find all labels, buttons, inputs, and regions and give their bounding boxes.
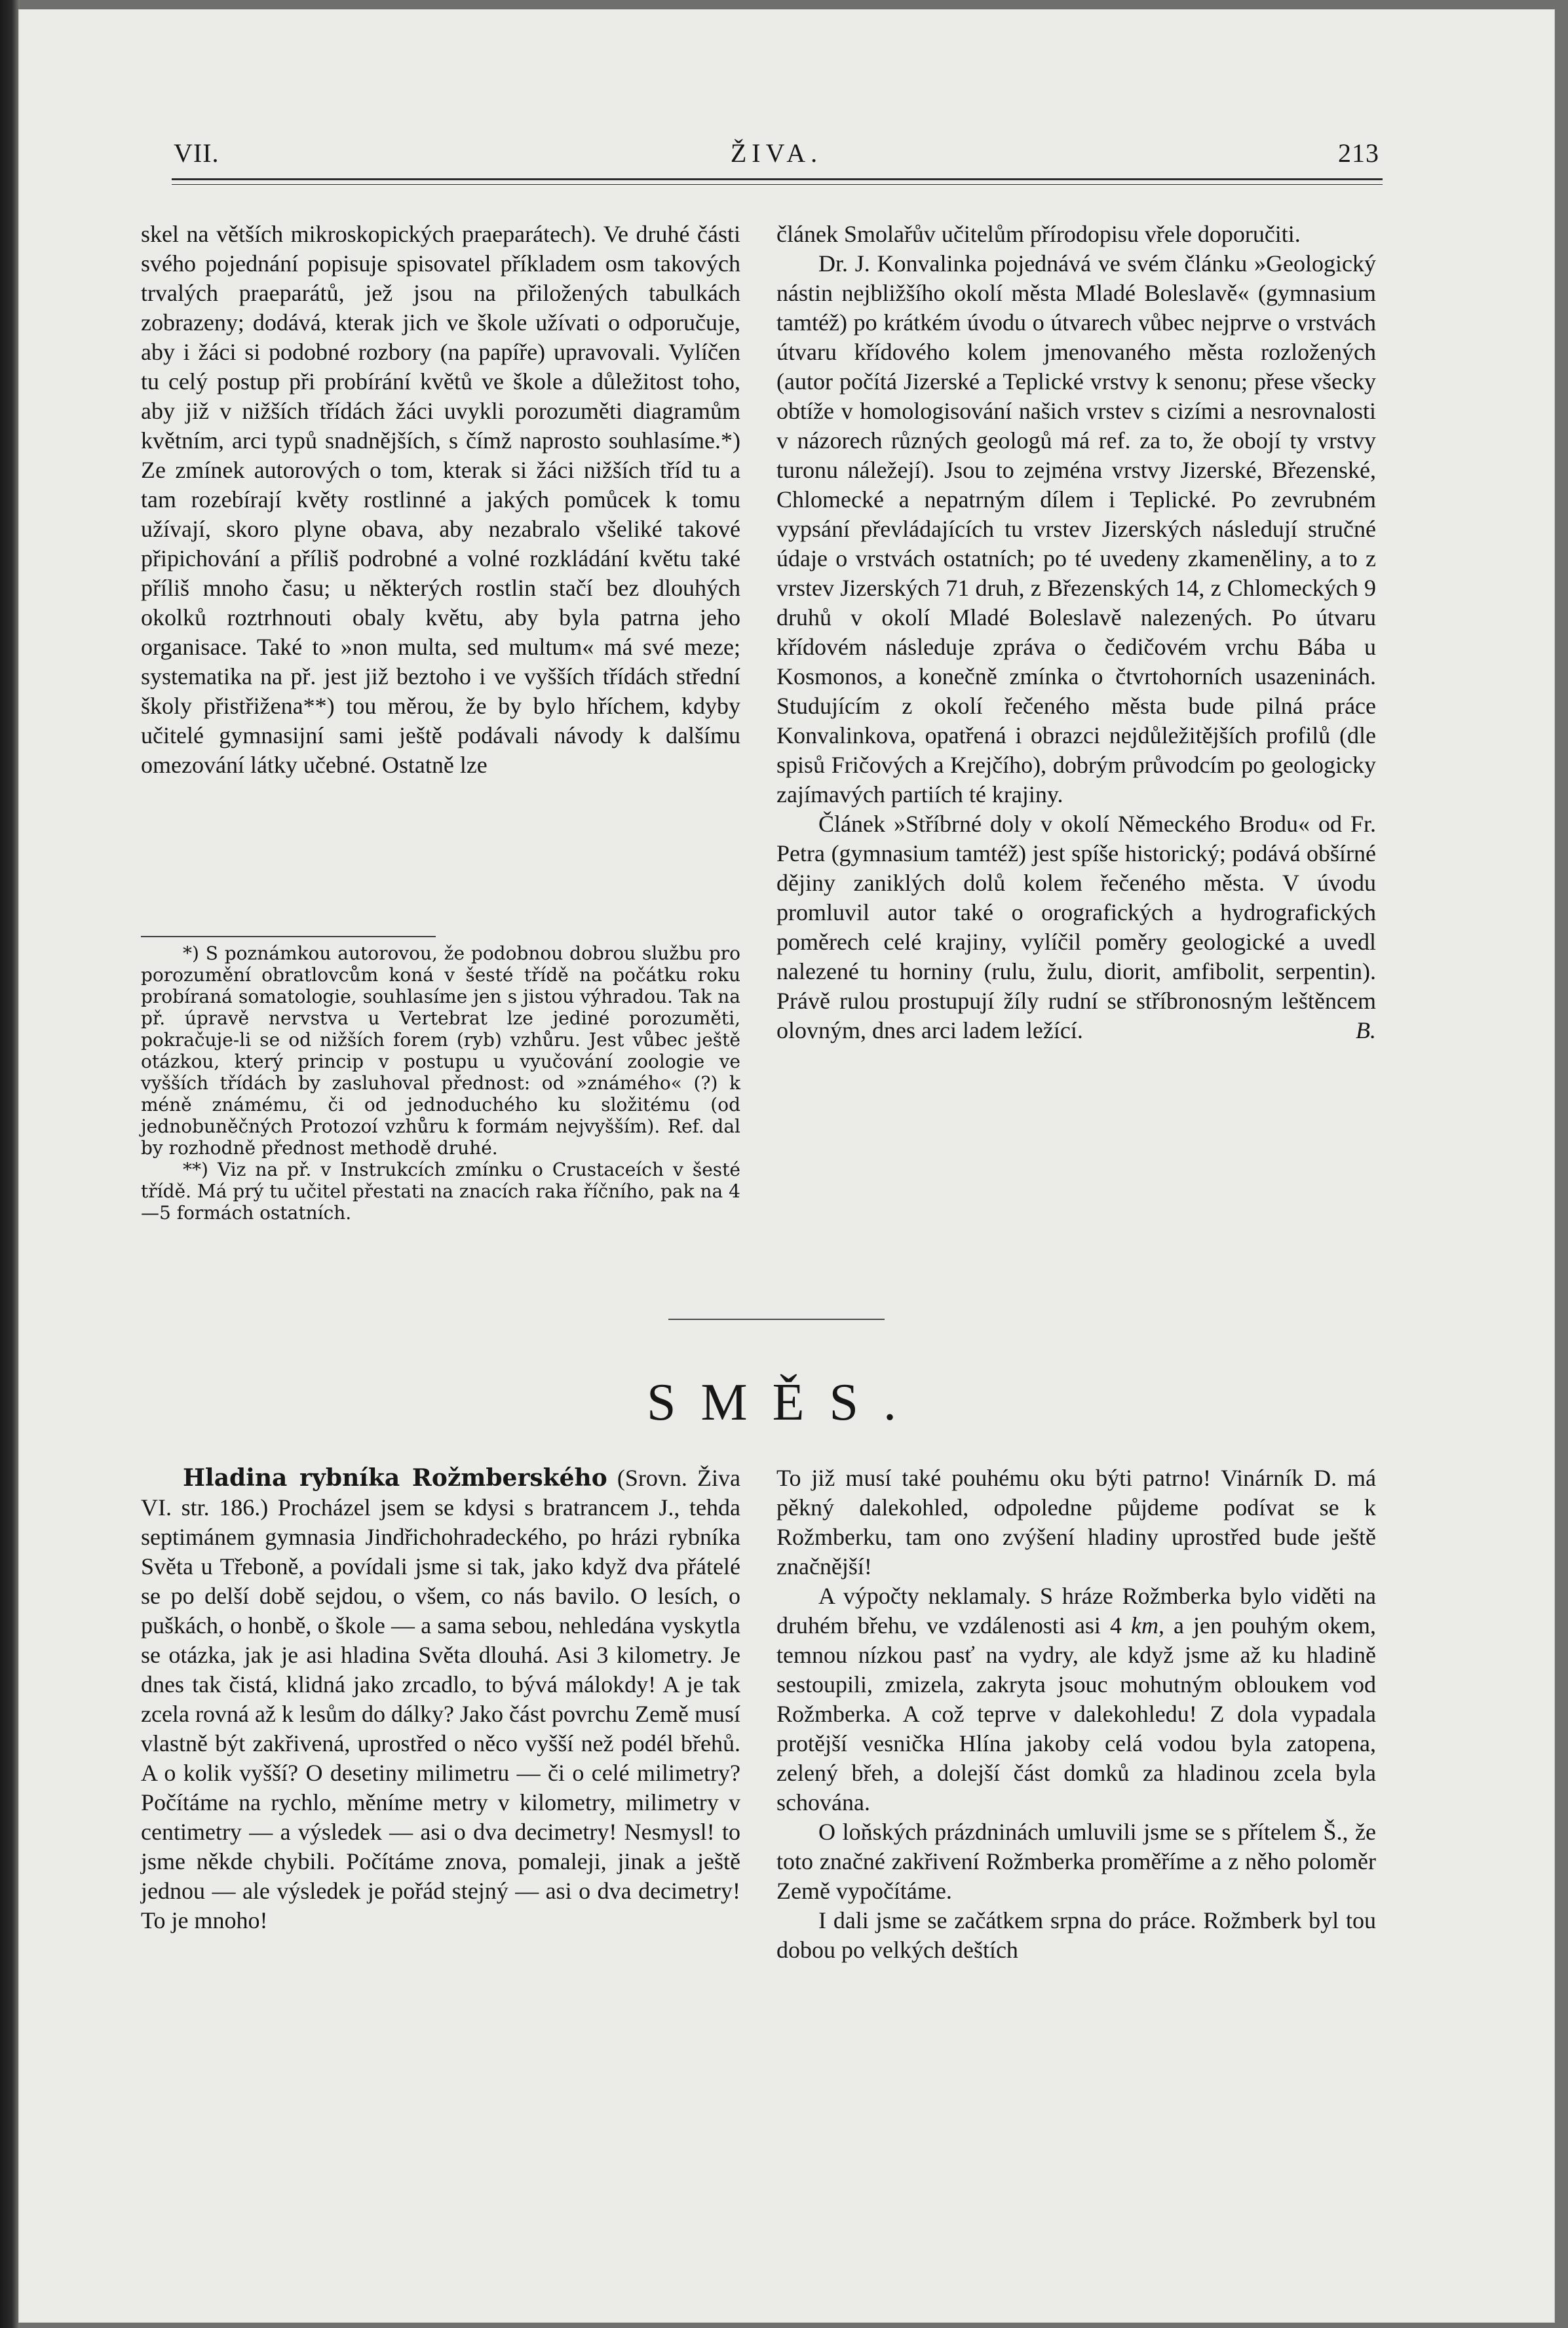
review-paragraph-petr xyxy=(776,809,1376,1045)
article-heading-reference: (Srovn. Živa VI. str. 186.) xyxy=(141,1465,740,1521)
article-text-3a: A výpočty neklamaly. S hráze Rožmberka bylo viděti na druhém břehu, ve vzdálenosti asi 4 xyxy=(776,1583,1376,1639)
footnote-1: *) S poznámkou autorovou, že podobnou dobrou službu pro porozumění obratlovcům koná v šesté třídě na počátku roku probíraná somatologie, souhlasíme jen s jistou výhradou. Tak na př. úpravě nervstva u Vertebrat lze jediné porozuměti, pokračuje-li se od nižších forem (ryb) vzhůru. Jest vůbec ještě otázkou, který princip v postupu u vyučování zoologie ve vyšších třídách by zasluhoval přednost: od »známého« (?) k méně známému, či od jednoduchého ku složitému (od jednobuněčných Protozoí vzhůru k formám nejvyšším). Ref. dal by rozhodně přednost methodě druhé. xyxy=(141,942,740,1159)
review-paragraph-konvalinka: Dr. J. Konvalinka pojednává ve svém článku »Geologický nástin nejbližšího okolí města Mladé Boleslavě« (gymnasium tamtéž) po krátkém úvodu o útvarech vůbec nejprve o vrstvách útvaru křídového kolem jmenovaného města rozložených (autor počítá Jizerské a Teplické vrstvy k senonu; přese všecky obtíže v homologisování našich vrstev s cizími a nesrovnalosti v názorech různých geologů má ref. za to, že obojí ty vrstvy turonu náležejí). Jsou to zejména vrstvy Jizerské, Březenské, Chlomecké a nepatrným dílem i Teplické. Po zevrubném vypsání převládajících tu vrstev Jizerských následují stručné údaje o vrstvách ostatních; po té uvedeny zkameněliny, a to z vrstev Jizerských 71 druh, z Březenských 14, z Chlomeckých 9 druhů v okolí Mladé Boleslavě nalezených. Po útvaru křídovém následuje zpráva o čedičovém vrchu Bába u Kosmonos, a konečně zmínka o čtvrtohorních usazeninách. Studujícím z okolí řečeného města bude pilná práce Konvalinkova, opatřená i obrazci nejdůležitějších profilů (dle spisů Fričových a Krejčího), dobrým průvodcím po geologicky zajímavých partiích té krajiny. xyxy=(776,250,1376,807)
running-head xyxy=(174,131,1379,170)
right-column-bottom xyxy=(776,1464,1376,1965)
review-text-petr: Článek »Stříbrné doly v okolí Německého Brodu« od Fr. Petra (gymnasium tamtéž) jest spíše historický; podává obšírné dějiny zaniklých dolů kolem řečeného města. V úvodu promluvil autor také o orografických a hydrografických poměrech celé krajiny, vylíčil poměry geologické a uvedl nalezené tu horniny (rulu, žulu, diorit, amfibolit, serpentin). Právě rulou prostupují žíly rudní se stříbronosným leštěncem olovným, dnes arci ladem ležící. xyxy=(776,811,1376,1043)
article-paragraph-4: O loňských prázdninách umluvili jsme se s přítelem Š., že toto značné zakřivení Rožmberka proměříme a z něho poloměr Země vypočítáme. xyxy=(776,1819,1376,1904)
volume-number: VII. xyxy=(174,138,220,168)
review-paragraph: skel na větších mikroskopických praeparátech). Ve druhé části svého pojednání popisuje spisovatel příkladem osm takových trvalých praeparátů, jež jsou na přiložených tabulkách zobrazeny; dodává, kterak jich ve škole užívati o odporučuje, aby i žáci si podobné rozbory (na papíře) upravovali. Vylíčen tu celý postup při probírání květů ve škole a důležitost toho, aby již v nižších třídách žáci uvykli porozuměti diagramům květním, arci typů snadnějších, s čímž naprosto souhlasíme.*) Ze zmínek autorových o tom, kterak si žáci nižších tříd tu a tam rozebírají květy rostlinné a jakých pomůcek k tomu užívají, skoro plyne obava, aby nezabralo všeliké takové připichování a příliš podrobné a volné rozkládání květu také příliš mnoho času; u některých rostlin stačí bez dlouhých okolků roztrhnouti obaly květu, aby byla patrna jeho organisace. Také to »non multa, sed multum« má své meze; systematika na př. jest již beztoho i ve vyšších třídách střední školy přistřižena**) tou měrou, že by bylo hříchem, kdyby učitelé gymnasijní sami ještě podávali návody k dalšímu omezování látky učebné. Ostatně lze xyxy=(141,221,740,778)
reviewer-signature: B. xyxy=(1356,1017,1376,1043)
footnote-2: **) Viz na př. v Instrukcích zmínku o Crustaceích v šesté třídě. Má prý tu učitel přestati na znacích raka říčního, pak na 4—5 formách ostatních. xyxy=(141,1159,740,1224)
page-number: 213 xyxy=(1338,138,1379,168)
article-paragraph-2: To již musí také pouhému oku býti patrno! Vinárník D. má pěkný dalekohled, odpoledne půjdeme podívat se k Rožmberku, tam ono zvýšení hladiny uprostřed bude ještě značnější! xyxy=(776,1465,1376,1580)
distance-unit: km, xyxy=(1130,1612,1164,1639)
footnotes xyxy=(141,942,740,1224)
article-paragraph-5: I dali jsme se začátkem srpna do práce. Rožmberk byl tou dobou po velkých deštích xyxy=(776,1907,1376,1963)
section-title: SMĚS. xyxy=(647,1374,921,1431)
review-paragraph-end: článek Smolařův učitelům přírodopisu vřele doporučiti. xyxy=(776,221,1301,247)
article-text-3b: a jen pouhým okem, temnou nízkou pasť na vydry, ale když jsme až ku hladině sestoupili, zmizela, zakryta jsouc mohutným obloukem vod Rožmberka. A což teprve v dalekohledu! Z dola vypadala protější vesnička Hlína jakoby celá vodou byla zatopena, zelený břeh, a dolejší část domků za hladinou zcela byla schována. xyxy=(776,1612,1376,1815)
article-paragraph-1 xyxy=(141,1464,740,1935)
journal-title: ŽIVA. xyxy=(730,138,823,168)
article-paragraph-3 xyxy=(776,1581,1376,1817)
header-rule-thin xyxy=(172,184,1383,185)
left-column-top xyxy=(141,220,740,780)
footnote-rule xyxy=(141,936,436,937)
left-column-bottom xyxy=(141,1464,740,1935)
section-separator xyxy=(668,1319,885,1320)
header-rule xyxy=(172,178,1383,180)
right-column-top xyxy=(776,220,1376,1045)
book-binding-edge xyxy=(0,0,20,2328)
article-text-1: Procházel jsem se kdysi s bratrancem J., tehda septimánem gymnasia Jindřichohradeckého, po hrázi rybníka Světa u Třeboně, a povídali jsme si tak, jako když dva přátelé se po delší době sejdou, o všem, co nás bavilo. O lesích, o puškách, o honbě, o škole — a sama sebou, nehledána vyskytla se otázka, jak je asi hladina Světa dlouhá. Asi 3 kilometry. Je dnes tak čistá, klidná jako zrcadlo, to bývá málokdy! A je tak zcela rovná až k lesům do dálky? Jako část povrchu Země musí vlastně být zakřivená, uprostřed o něco vyšší než podél břehů. A o kolik vyšší? O desetiny milimetru — či o celé milimetry? Počítáme na rychlo, měníme metry v kilometry, milimetry v centimetry — a výsledek — asi o dva decimetry! Nesmysl! to jsme někde chybili. Počítáme znova, pomaleji, jinak a ještě jednou — ale výsledek je pořád stejný — asi o dva decimetry! To je mnoho! xyxy=(141,1494,740,1933)
article-heading: Hladina rybníka Rožmberského xyxy=(183,1464,607,1492)
